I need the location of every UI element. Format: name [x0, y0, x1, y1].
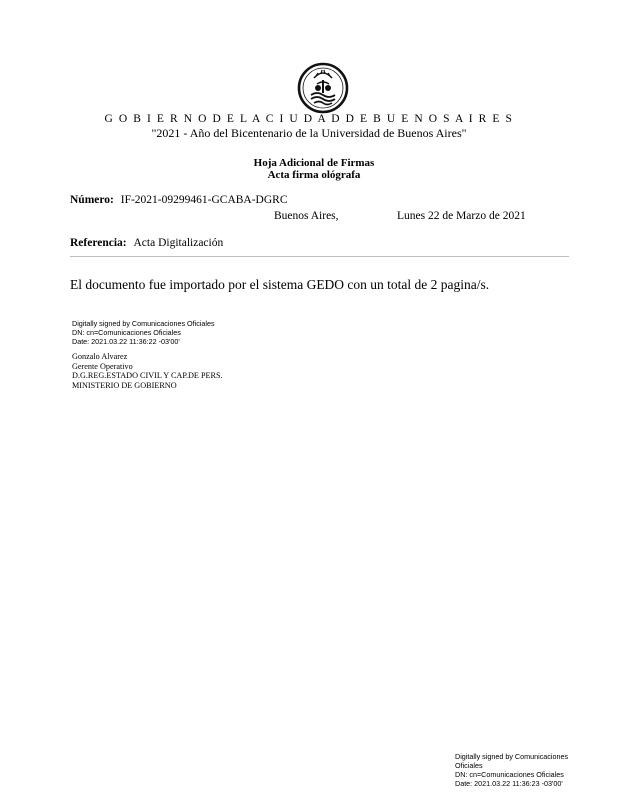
referencia-field	[70, 237, 223, 249]
signer-ministry: MINISTERIO DE GOBIERNO	[72, 380, 177, 390]
divider	[70, 256, 569, 257]
signature-2-line-4: Date: 2021.03.22 11:36:23 -03'00'	[455, 779, 563, 788]
numero-field	[70, 194, 288, 206]
signature-1-line-2: DN: cn=Comunicaciones Oficiales	[72, 328, 181, 337]
place: Buenos Aires,	[274, 210, 339, 222]
year-motto: "2021 - Año del Bicentenario de la Universidad de Buenos Aires"	[151, 126, 467, 140]
signature-1-line-3: Date: 2021.03.22 11:36:22 -03'00'	[72, 337, 180, 346]
document-title-line-1: Hoja Adicional de Firmas	[253, 157, 375, 169]
digital-signature-1	[72, 319, 215, 346]
signature-2-line-3: DN: cn=Comunicaciones Oficiales	[455, 770, 564, 779]
body-text: El documento fue importado por el sistema GEDO con un total de 2 pagina/s.	[70, 277, 490, 292]
numero-value: IF-2021-09299461-GCABA-DGRC	[120, 194, 288, 206]
digital-signature-2	[455, 752, 568, 788]
referencia-value: Acta Digitalización	[133, 237, 224, 249]
signature-2-line-2: Oficiales	[455, 761, 483, 770]
city-seal-icon	[297, 62, 349, 114]
signer-role: Gerente Operativo	[72, 361, 133, 371]
government-title: G O B I E R N O D E L A C I U D A D D E B U E N O S A I R E S	[104, 113, 514, 125]
signer-name: Gonzalo Alvarez	[72, 352, 128, 361]
date: Lunes 22 de Marzo de 2021	[397, 210, 526, 222]
numero-label: Número:	[70, 194, 114, 206]
signer-block	[72, 352, 223, 390]
document-title-line-2: Acta firma ológrafa	[267, 169, 361, 181]
document-title	[0, 157, 618, 181]
signer-department: D.G.REG.ESTADO CIVIL Y CAP.DE PERS.	[72, 371, 223, 380]
signature-1-line-1: Digitally signed by Comunicaciones Oficiales	[72, 319, 215, 328]
referencia-label: Referencia:	[70, 237, 127, 249]
signature-2-line-1: Digitally signed by Comunicaciones	[455, 752, 569, 761]
